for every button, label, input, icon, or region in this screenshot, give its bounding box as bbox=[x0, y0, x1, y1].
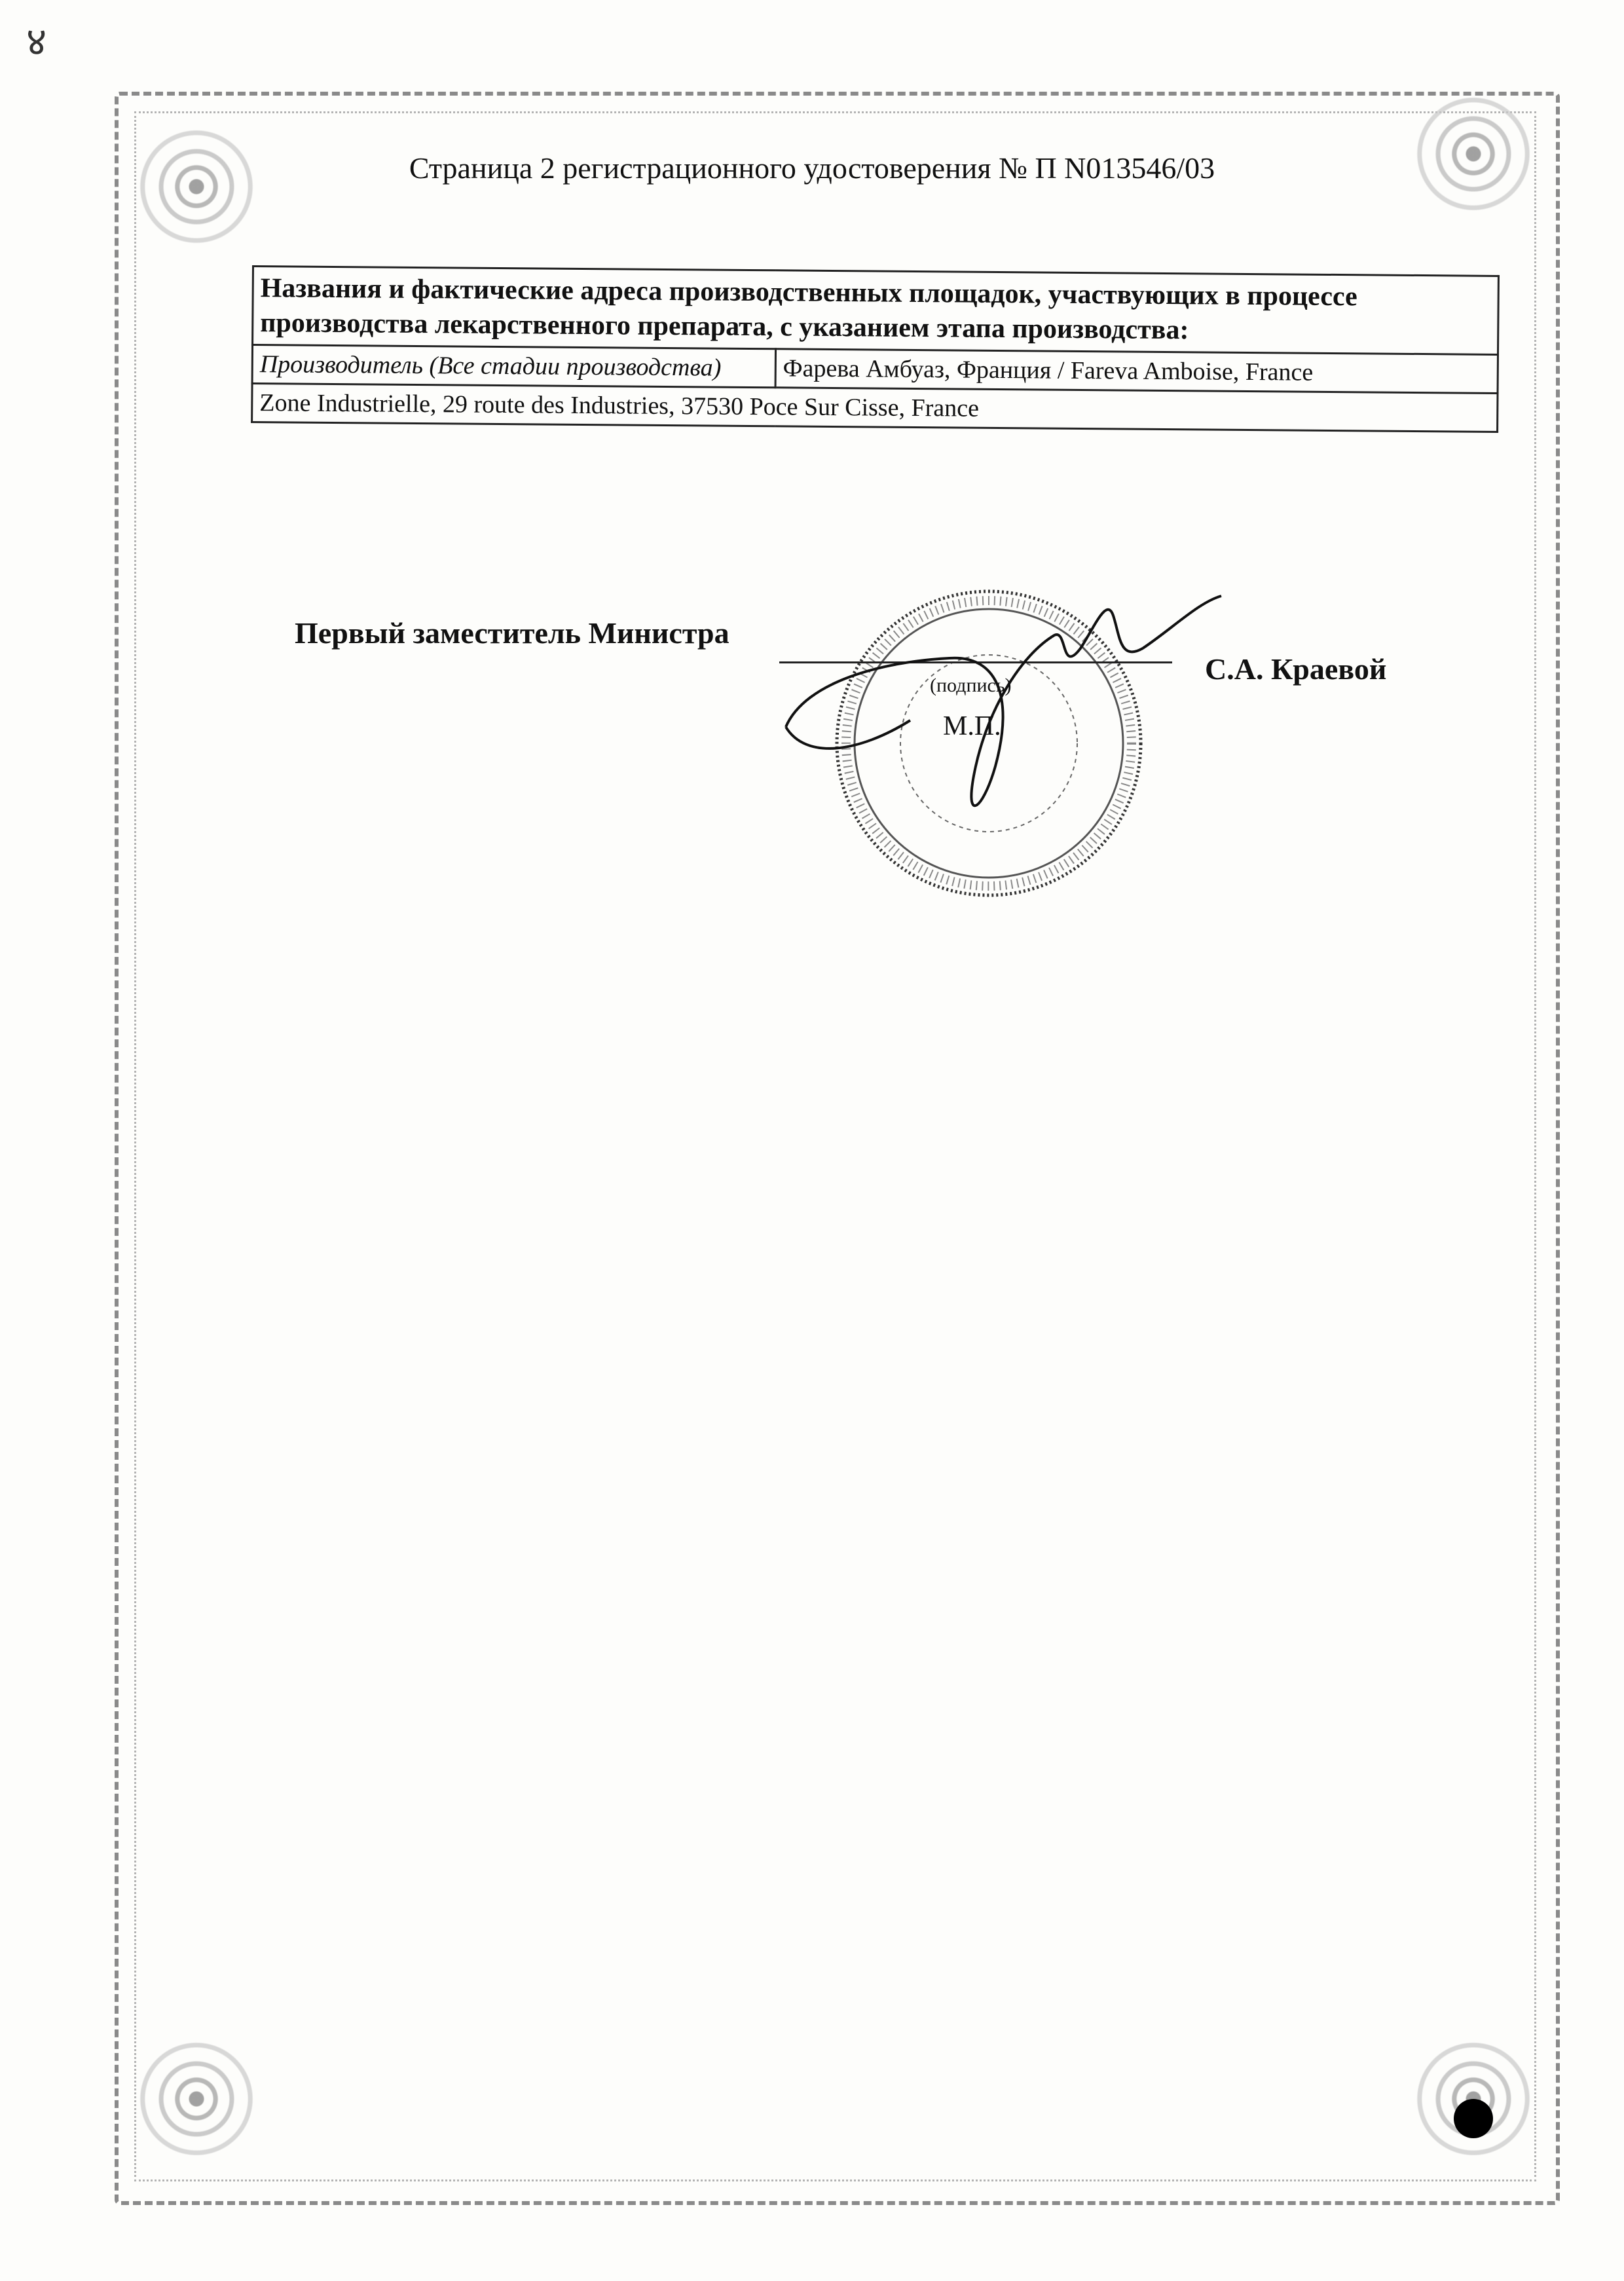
stamp-place-label: М.П. bbox=[943, 711, 1001, 741]
corner-rosette bbox=[115, 105, 278, 269]
manufacturer-address: Zone Industrielle, 29 route des Industries, 37530 Poce Sur Cisse, France bbox=[252, 384, 1498, 432]
manufacturer-role: Производитель (Все стадии производства) bbox=[252, 345, 775, 388]
signer-name: С.А. Краевой bbox=[1205, 652, 1387, 686]
handwritten-signature bbox=[779, 550, 1225, 825]
table-row bbox=[253, 267, 1499, 355]
production-sites-table bbox=[251, 265, 1500, 433]
manufacturer-name: Фарева Амбуаз, Франция / Fareva Amboise, France bbox=[775, 349, 1498, 394]
corner-rosette bbox=[115, 2017, 278, 2181]
page-header: Страница 2 регистрационного удостоверения № П N013546/03 bbox=[409, 151, 1215, 185]
handwritten-mark: ४ bbox=[26, 20, 47, 64]
scan-dot bbox=[1454, 2099, 1493, 2138]
signer-title: Первый заместитель Министра bbox=[295, 616, 729, 650]
signature-caption: (подпись) bbox=[930, 675, 1012, 696]
table-heading: Названия и фактические адреса производственных площадок, участвующих в процессе производства лекарственного препарата, с указанием этапа производства: bbox=[253, 267, 1499, 355]
